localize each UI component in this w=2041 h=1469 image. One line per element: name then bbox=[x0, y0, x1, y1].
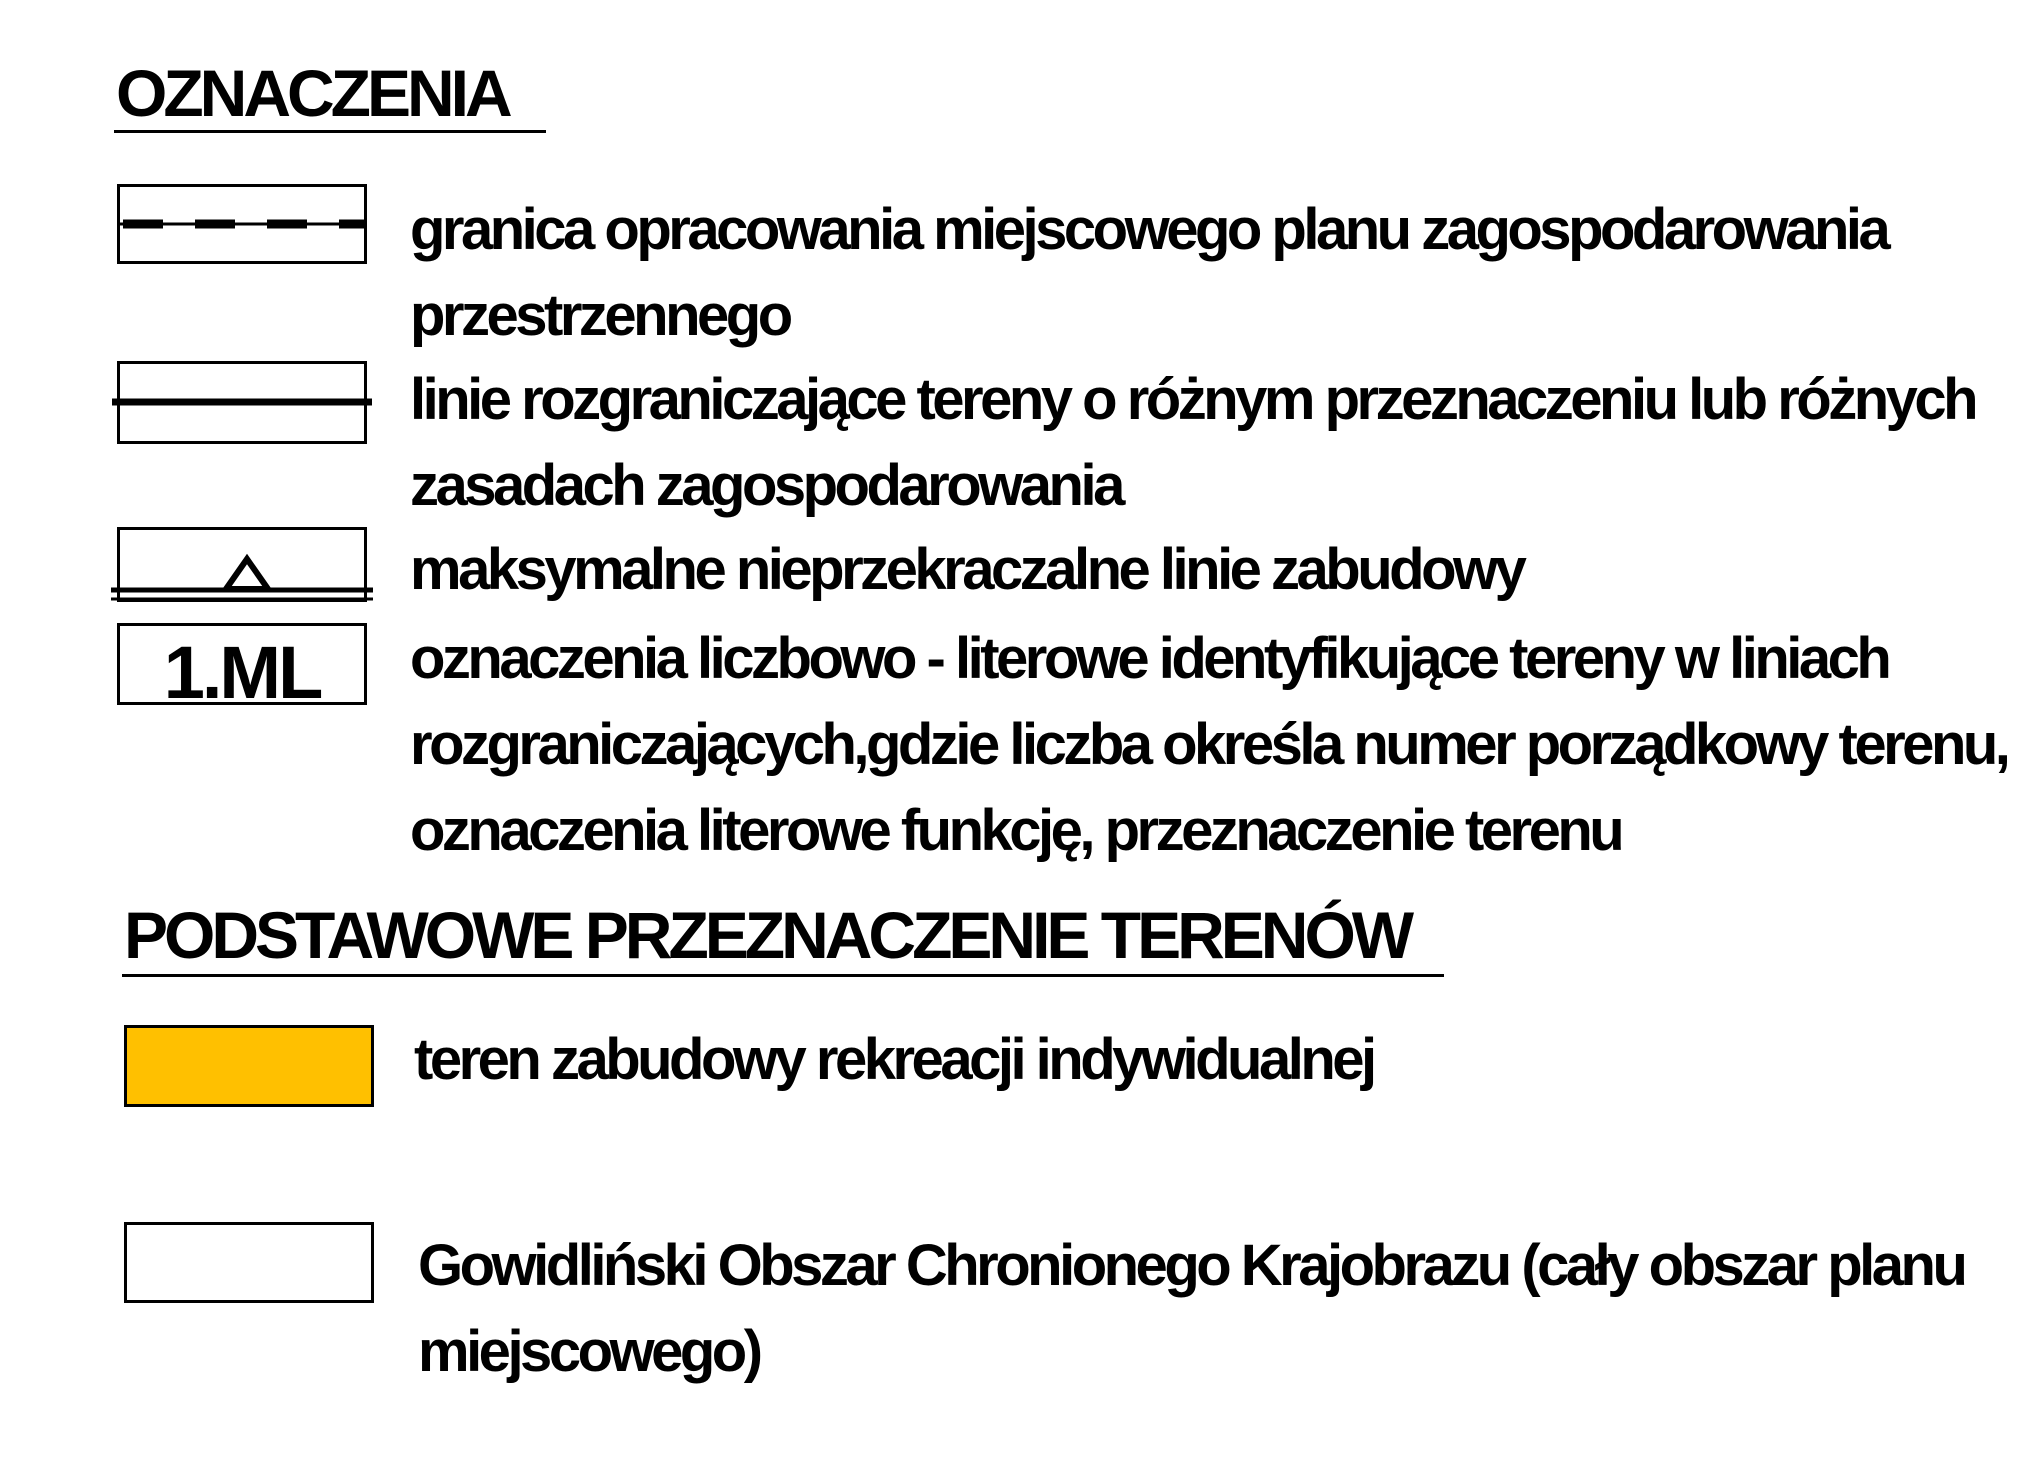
text-line: maksymalne nieprzekraczalne linie zabudowy bbox=[410, 537, 1524, 602]
legend-item-building-line-text bbox=[410, 527, 1523, 613]
legend-item-demarcation-text bbox=[410, 357, 1975, 529]
text-line: granica opracowania miejscowego planu zagospodarowania bbox=[410, 197, 1888, 262]
triangle-icon bbox=[111, 527, 373, 607]
text-line: oznaczenia liczbowo - literowe identyfikujące tereny w liniach bbox=[410, 626, 1889, 691]
legend-item-recreation-text bbox=[414, 1017, 1374, 1103]
text-line: zasadach zagospodarowania bbox=[410, 453, 1122, 518]
area-code-symbol bbox=[117, 623, 367, 705]
recreation-area-swatch bbox=[124, 1025, 374, 1107]
legend-heading-przeznaczenie: PODSTAWOWE PRZEZNACZENIE TERENÓW bbox=[124, 898, 1411, 972]
dashed-boundary-symbol bbox=[117, 184, 367, 264]
protected-landscape-swatch bbox=[124, 1222, 374, 1303]
text-line: przestrzennego bbox=[410, 283, 790, 348]
heading-underline bbox=[114, 130, 546, 133]
building-line-symbol bbox=[117, 527, 367, 602]
text-line: rozgraniczających,gdzie liczba określa numer porządkowy terenu, bbox=[410, 712, 2008, 777]
text-line: oznaczenia literowe funkcję, przeznaczenie terenu bbox=[410, 798, 1622, 863]
text-line: linie rozgraniczające tereny o różnym przeznaczeniu lub różnych bbox=[410, 367, 1976, 432]
dashed-line-icon bbox=[117, 184, 367, 264]
solid-line-icon bbox=[112, 361, 372, 444]
legend-item-boundary-text bbox=[410, 187, 1887, 359]
text-line: teren zabudowy rekreacji indywidualnej bbox=[414, 1027, 1374, 1092]
legend-heading-oznaczenia: OZNACZENIA bbox=[116, 56, 509, 130]
text-line: Gowidliński Obszar Chronionego Krajobrazu (cały obszar planu bbox=[418, 1233, 1965, 1298]
area-code-label: 1.ML bbox=[163, 631, 321, 705]
demarcation-line-symbol bbox=[117, 361, 367, 444]
text-line: miejscowego) bbox=[418, 1319, 760, 1384]
legend-item-area-code-text bbox=[410, 616, 2007, 874]
legend-item-protected-landscape-text bbox=[418, 1223, 1964, 1395]
heading-underline bbox=[122, 974, 1444, 977]
